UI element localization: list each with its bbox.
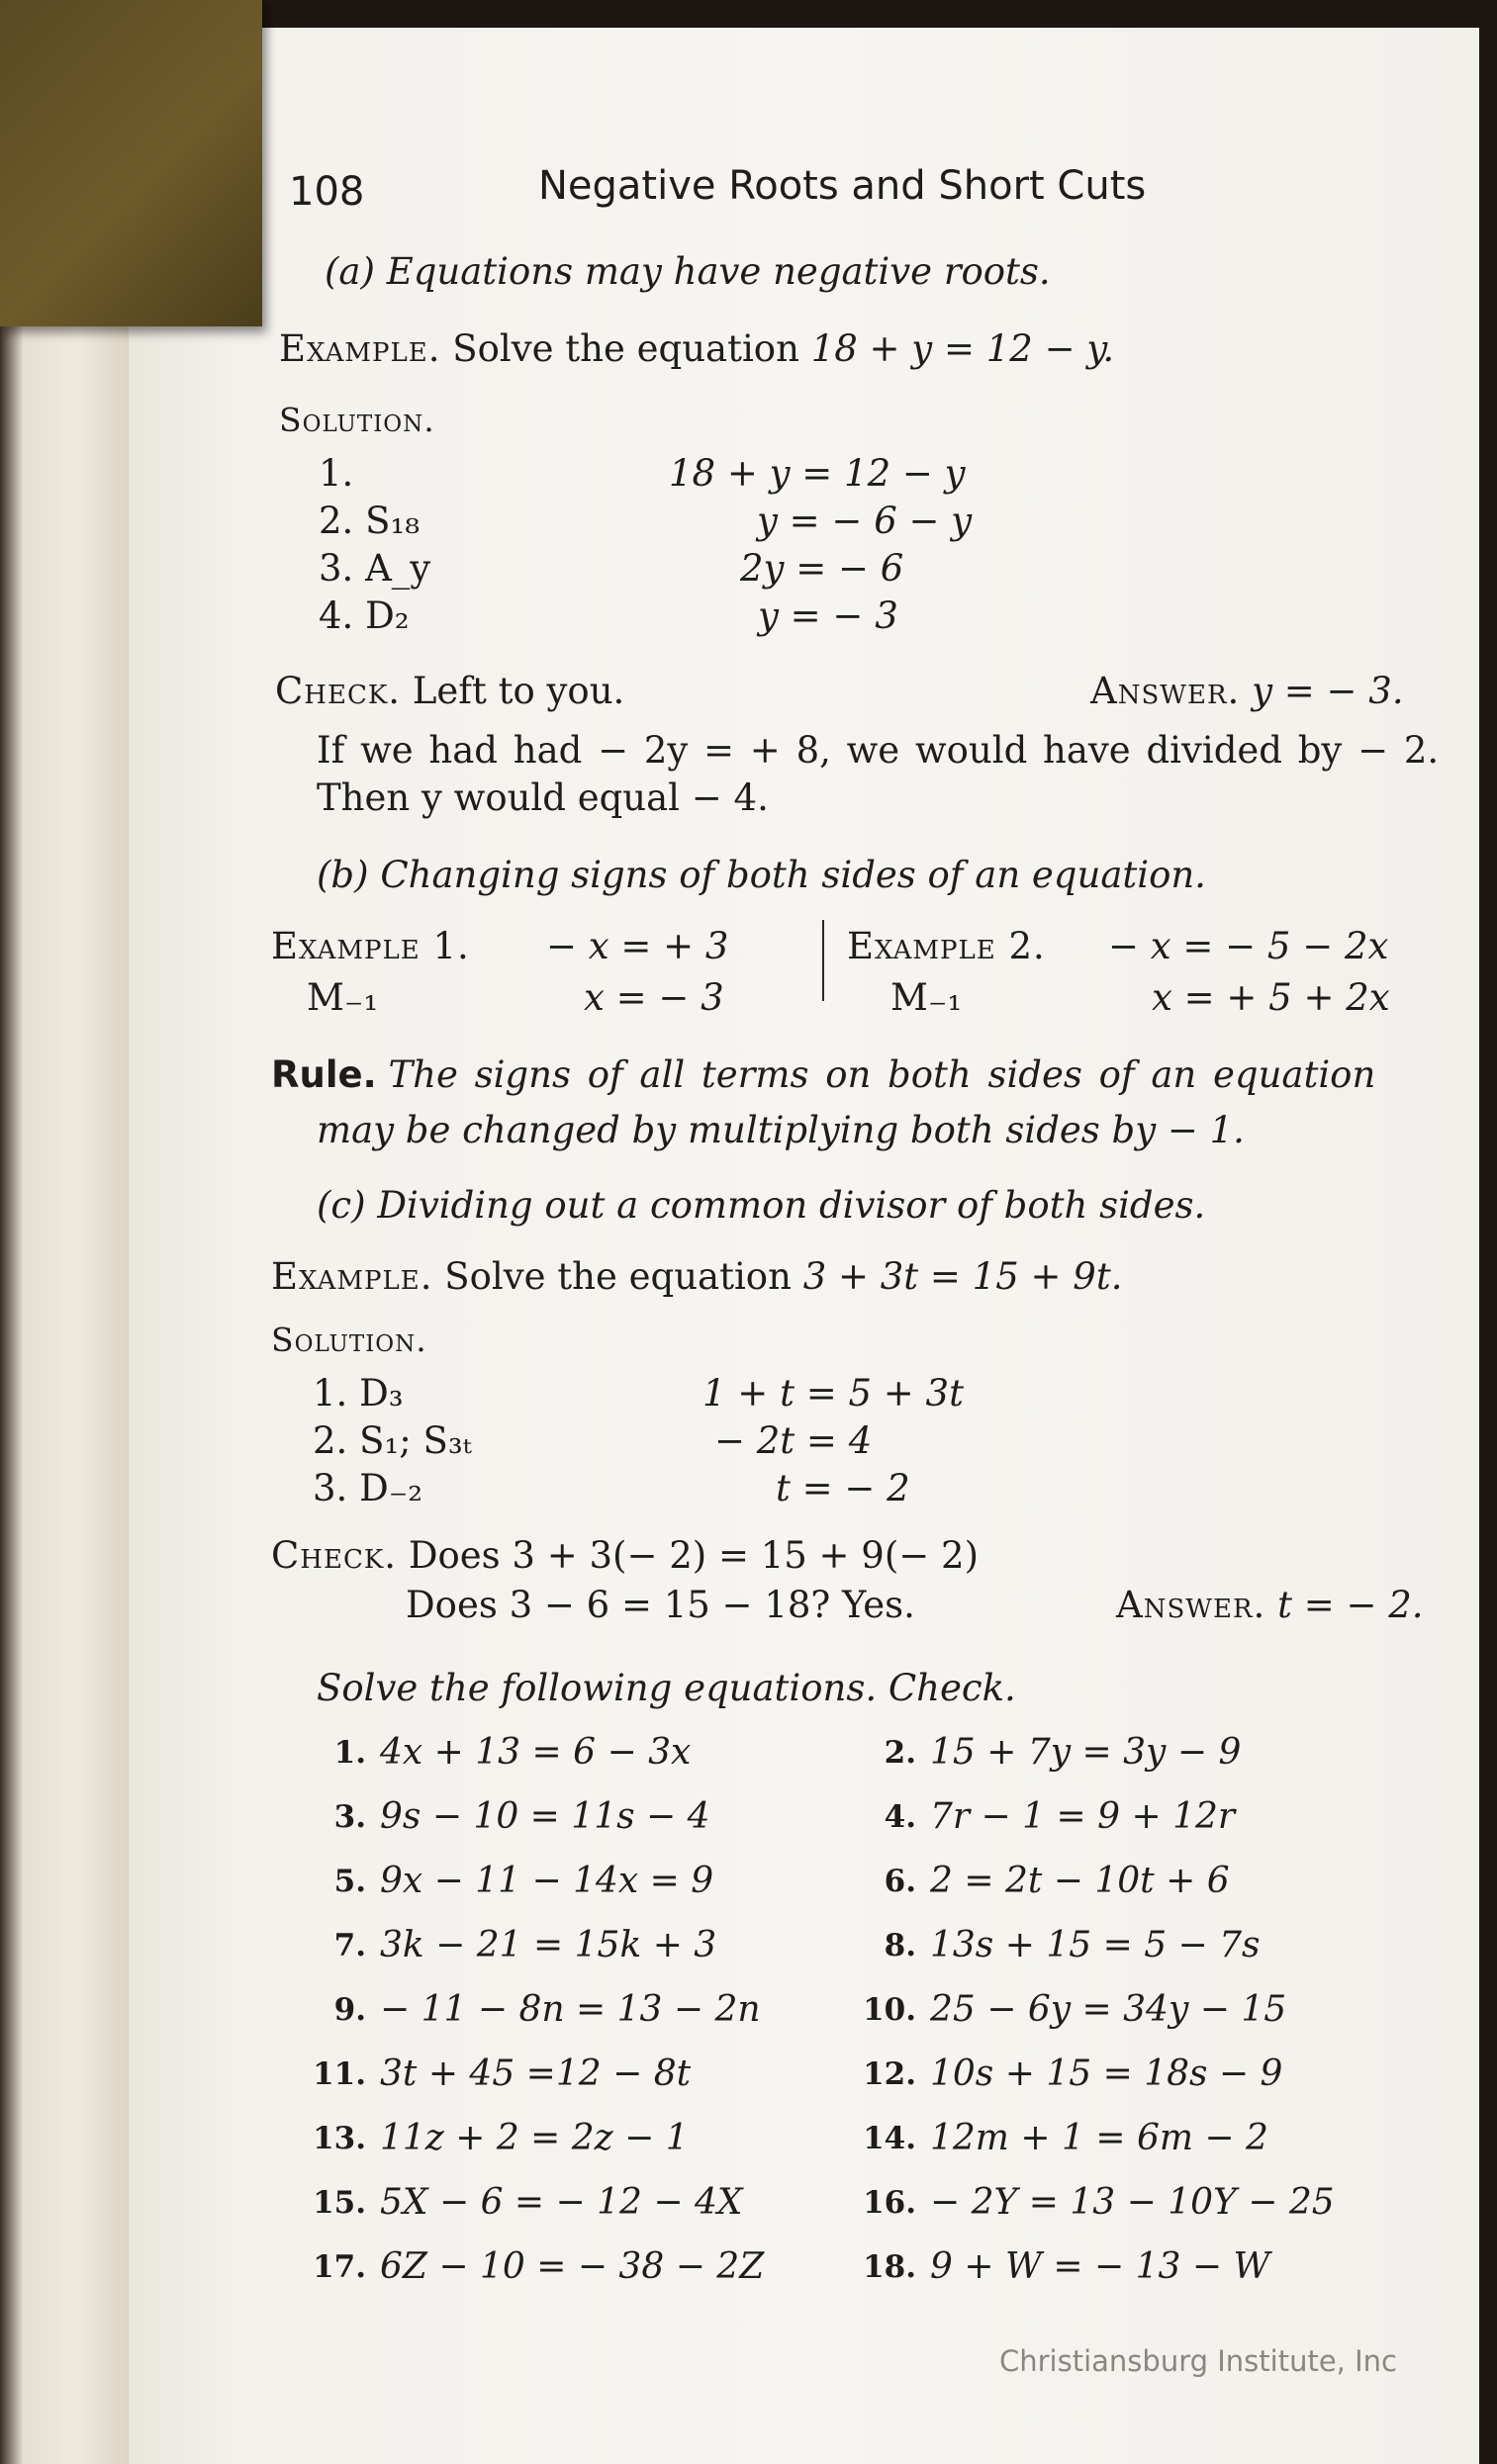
step-c-2-eq: − 2t = 4	[714, 1419, 873, 1462]
exercises-heading: Solve the following equations. Check.	[317, 1667, 1016, 1709]
exercise-number: 4.	[884, 1799, 916, 1835]
exercise-number: 8.	[884, 1928, 916, 1963]
exercise-equation: 15 + 7y = 3y − 9	[930, 1732, 1242, 1773]
exercise-number: 16.	[863, 2185, 916, 2221]
book-spine-edge	[0, 0, 129, 2464]
solution-label-c: Solution.	[271, 1321, 427, 1359]
example-2-eq2: x = + 5 + 2x	[1152, 976, 1390, 1019]
step-c-2: 2. S₁; S₃ₜ	[313, 1419, 472, 1462]
rule-line-2: may be changed by multiplying both sides by − 1.	[317, 1109, 1245, 1151]
step-c-1: 1. D₃	[313, 1372, 404, 1415]
example-2-step: M₋₁	[890, 976, 963, 1019]
example-2-eq1: − x = − 5 − 2x	[1108, 925, 1389, 967]
step-a-2-eq: y = − 6 − y	[757, 500, 973, 542]
example-text-c: Solve the equation	[444, 1255, 792, 1298]
example-equation: 18 + y = 12 − y.	[810, 327, 1115, 370]
exercise-equation: 9s − 10 = 11s − 4	[380, 1796, 710, 1837]
exercise-equation: 4x + 13 = 6 − 3x	[380, 1732, 692, 1773]
exercise-number: 6.	[884, 1864, 916, 1899]
exercise-equation: 7r − 1 = 9 + 12r	[930, 1796, 1236, 1837]
example-2-label: Example 2.	[847, 925, 1046, 967]
exercise-equation: 9 + W = − 13 − W	[930, 2246, 1270, 2287]
exercise-number: 1.	[333, 1735, 366, 1771]
check-text-c-1: Does 3 + 3(− 2) = 15 + 9(− 2)	[408, 1534, 980, 1577]
section-b-heading: (b) Changing signs of both sides of an equation.	[317, 854, 1206, 896]
step-a-1-eq: 18 + y = 12 − y	[669, 452, 966, 495]
answer-label-c: Answer.	[1116, 1584, 1266, 1626]
watermark: Christiansburg Institute, Inc	[999, 2344, 1397, 2378]
exercise-equation: 3t + 45 =12 − 8t	[380, 2053, 692, 2094]
exercise-number: 12.	[863, 2056, 916, 2092]
example-1-eq2: x = − 3	[584, 976, 724, 1019]
section-a-heading: (a) Equations may have negative roots.	[325, 250, 1051, 293]
step-a-4: 4. D₂	[319, 594, 410, 637]
book-page	[129, 28, 1479, 2464]
note-line-1: If we had had − 2y = + 8, we would have divided by − 2.	[317, 729, 1440, 772]
page-title: Negative Roots and Short Cuts	[538, 163, 1147, 209]
exercise-number: 7.	[333, 1928, 366, 1963]
exercise-equation: 12m + 1 = 6m − 2	[930, 2118, 1268, 2158]
exercise-equation: 5X − 6 = − 12 − 4X	[380, 2182, 743, 2223]
answer-value: y = − 3.	[1252, 670, 1404, 712]
check-label: Check.	[275, 670, 402, 712]
exercise-number: 15.	[313, 2185, 366, 2221]
page-tab-marker	[0, 0, 262, 326]
example-1-label: Example 1.	[271, 925, 470, 967]
exercise-equation: − 11 − 8n = 13 − 2n	[380, 1989, 761, 2030]
exercise-equation: 2 = 2t − 10t + 6	[930, 1861, 1230, 1901]
exercise-number: 11.	[313, 2056, 366, 2092]
exercise-number: 18.	[863, 2249, 916, 2285]
rule-label: Rule.	[271, 1053, 377, 1096]
exercise-equation: 11z + 2 = 2z − 1	[380, 2118, 689, 2158]
rule-line-1	[271, 1053, 1376, 1096]
step-a-3-eq: 2y = − 6	[740, 547, 904, 590]
answer-value-c: t = − 2.	[1277, 1584, 1424, 1626]
check-c-line-2: Does 3 − 6 = 15 − 18? Yes.	[406, 1584, 915, 1626]
answer-a	[1090, 670, 1404, 712]
exercise-equation: 9x − 11 − 14x = 9	[380, 1861, 714, 1901]
page-number: 108	[289, 169, 365, 215]
exercise-number: 9.	[333, 1992, 366, 2028]
example-1-eq1: − x = + 3	[546, 925, 729, 967]
exercise-number: 13.	[313, 2121, 366, 2156]
solution-label-a: Solution.	[279, 401, 435, 439]
exercise-equation: 25 − 6y = 34y − 15	[930, 1989, 1287, 2030]
exercise-number: 17.	[313, 2249, 366, 2285]
example-equation-c: 3 + 3t = 15 + 9t.	[802, 1255, 1123, 1298]
step-c-3: 3. D₋₂	[313, 1467, 423, 1509]
example-text: Solve the equation	[452, 327, 799, 370]
step-a-4-eq: y = − 3	[758, 594, 898, 637]
exercise-equation: 13s + 15 = 5 − 7s	[930, 1925, 1261, 1965]
answer-label: Answer.	[1090, 670, 1241, 712]
example-divider	[822, 920, 824, 1001]
check-a	[275, 670, 625, 712]
check-text: Left to you.	[412, 670, 625, 712]
note-line-2: Then y would equal − 4.	[317, 776, 769, 819]
example-label-c: Example.	[271, 1255, 433, 1298]
example-label: Example.	[279, 327, 441, 370]
step-c-1-eq: 1 + t = 5 + 3t	[702, 1372, 964, 1415]
step-a-2: 2. S₁₈	[319, 500, 421, 542]
exercise-number: 2.	[884, 1735, 916, 1771]
answer-c	[1116, 1584, 1424, 1626]
exercise-equation: 10s + 15 = 18s − 9	[930, 2053, 1283, 2094]
exercise-number: 14.	[863, 2121, 916, 2156]
example-1-step: M₋₁	[307, 976, 379, 1019]
check-label-c: Check.	[271, 1534, 398, 1577]
exercise-number: 3.	[333, 1799, 366, 1835]
step-c-3-eq: t = − 2	[776, 1467, 910, 1509]
exercise-number: 10.	[863, 1992, 916, 2028]
step-a-1: 1.	[319, 452, 354, 495]
step-a-3: 3. A_y	[319, 547, 431, 590]
example-c-line	[271, 1255, 1123, 1298]
check-c-line-1	[271, 1534, 980, 1577]
rule-text-1: The signs of all terms on both sides of an equation	[388, 1053, 1376, 1096]
exercise-equation: 6Z − 10 = − 38 − 2Z	[380, 2246, 765, 2287]
example-a-line	[279, 327, 1115, 370]
exercise-equation: 3k − 21 = 15k + 3	[380, 1925, 717, 1965]
exercise-number: 5.	[333, 1864, 366, 1899]
section-c-heading: (c) Dividing out a common divisor of both sides.	[317, 1184, 1206, 1227]
exercise-equation: − 2Y = 13 − 10Y − 25	[930, 2182, 1335, 2223]
